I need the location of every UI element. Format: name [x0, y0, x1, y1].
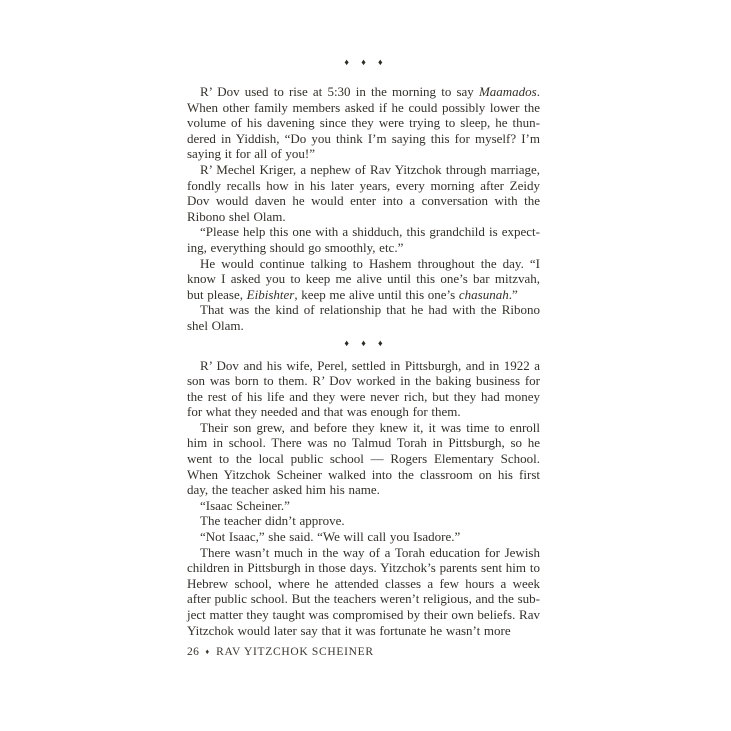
- text-run: Their son grew, and before they knew it, it was time to enroll him in school. There was no Talmud Torah in Pittsburgh, so he went to the local public school — Rogers Elementary School. When Yitzchok Scheiner walked into the classroom on his first day, the teacher asked him his name.: [187, 419, 540, 498]
- paragraph: [187, 545, 540, 639]
- paragraph: [187, 256, 540, 303]
- text-run: Eibishter: [246, 286, 295, 302]
- paragraph: [187, 498, 540, 514]
- text-run: R’ Dov and his wife, Perel, settled in Pittsburgh, and in 1922 a son was born to them. R’ Dov worked in the baking business for the rest of his life and they were never rich, but they had money for what they needed and that was enough for them.: [187, 357, 540, 420]
- text-run: chasunah: [458, 286, 509, 302]
- text-run: The teacher didn’t approve.: [200, 513, 345, 529]
- paragraph: [187, 420, 540, 498]
- paragraph: [187, 224, 540, 255]
- text-run: “Isaac Scheiner.”: [200, 497, 290, 513]
- text-run: Maamados: [478, 84, 537, 99]
- text-run: R’ Dov used to rise at 5:30 in the morning to say: [200, 84, 479, 99]
- text-run: He would continue talking to Hashem throughout the day. “I know I asked you to keep me alive until this one’s bar mitzvah, but please,: [187, 255, 540, 302]
- text-run: “Not Isaac,” she said. “We will call you Isadore.”: [200, 529, 461, 545]
- text-run: .”: [508, 286, 518, 302]
- paragraph: [187, 513, 540, 529]
- text-run: . When other family members asked if he could possibly lower the volume of his davening since they were trying to sleep, he thundered in Yiddish, “Do you think I’m saying this for myself? I’m saying it for all of you!”: [187, 84, 540, 162]
- text-run: There wasn’t much in the way of a Torah education for Jewish children in Pittsburgh in those days. Yitzchok’s parents sent him to Hebrew school, where he attended classes a few hours a week after public school. But the teachers weren’t religious, and the subject matter they taught was compromised by their own beliefs. Rav Yitzchok would later say that it was fortunate he wasn’t more: [187, 544, 540, 638]
- section-divider-ornament: ♦ ♦ ♦: [344, 57, 383, 67]
- paragraph: [187, 84, 540, 162]
- diamond-separator-icon: ♦: [205, 646, 210, 656]
- text-block: [187, 57, 540, 638]
- paragraph: [187, 358, 540, 420]
- text-run: “Please help this one with a shidduch, this grandchild is expecting, everything should go smoothly, etc.”: [187, 224, 540, 255]
- running-title: RAV YITZCHOK SCHEINER: [216, 646, 374, 658]
- paragraph: [187, 302, 540, 333]
- paragraph: [187, 162, 540, 224]
- text-run: R’ Mechel Kriger, a nephew of Rav Yitzchok through marriage, fondly recalls how in his later years, every morning after Zeidy Dov would daven he would enter into a conversation with the Ribono shel Olam.: [187, 161, 540, 224]
- page-number: 26: [187, 646, 200, 658]
- page-footer: [187, 646, 374, 658]
- text-run: That was the kind of relationship that he had with the Ribono shel Olam.: [187, 302, 540, 333]
- section-divider-ornament: ♦ ♦ ♦: [344, 337, 383, 348]
- text-run: , keep me alive until this one’s: [294, 286, 459, 302]
- paragraph: [187, 529, 540, 545]
